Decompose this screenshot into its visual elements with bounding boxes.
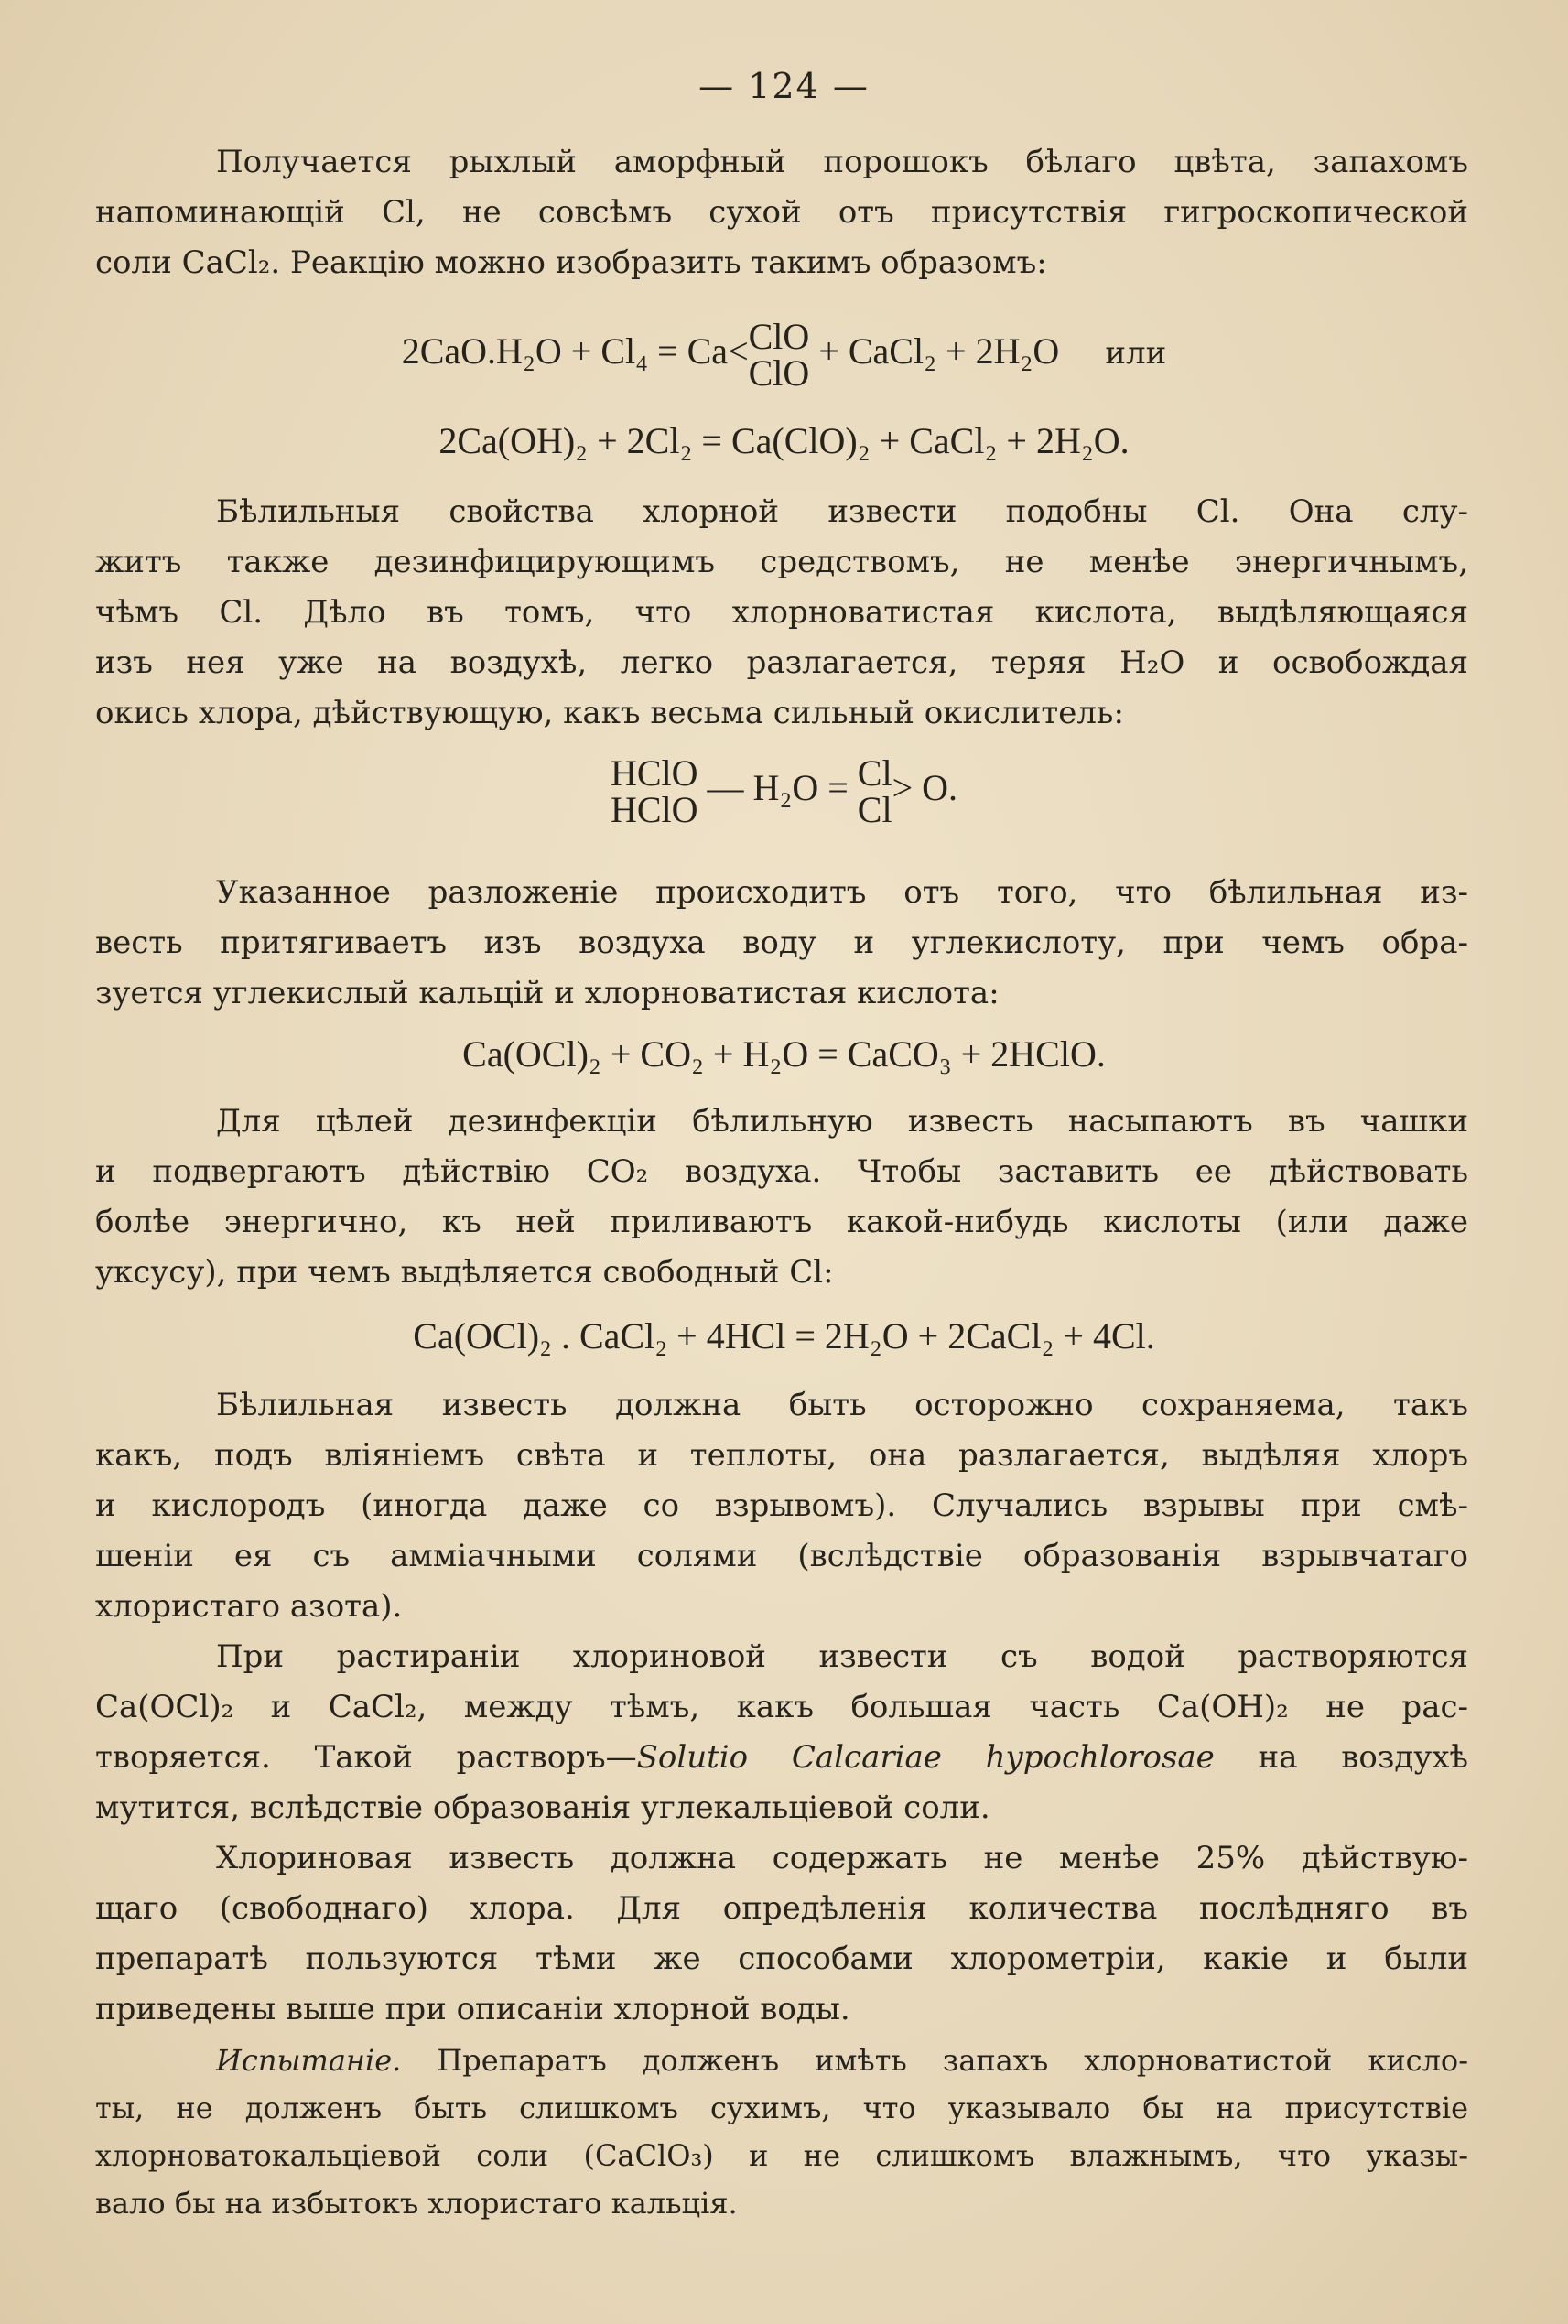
- text-line: хлористаго азота).: [95, 1588, 403, 1625]
- text-line: напоминающій Cl, не совсѣмъ сухой отъ присутствія гигроскопической: [95, 194, 1468, 231]
- text-line: препаратѣ пользуются тѣми же способами хлорометріи, какіе и были: [95, 1940, 1468, 1977]
- text-line: мутится, вслѣдствіе образованія углекальціевой соли.: [95, 1789, 990, 1826]
- text-line: [95, 2037, 1468, 2084]
- formula-3: [0, 752, 1568, 830]
- section-label: Испытаніе.: [216, 2043, 402, 2078]
- formula-stack-top: HClO: [610, 752, 698, 794]
- text-line: зуется углекислый кальцій и хлорноватистая кислота:: [95, 975, 1000, 1011]
- text-line: хлорноватокальціевой соли (CaClO₃) и не слишкомъ влажнымъ, что указы-: [95, 2138, 1468, 2173]
- text-line: соли CaCl₂. Реакцію можно изобразить такимъ образомъ:: [95, 244, 1047, 281]
- text-line: Бѣлильная известь должна быть осторожно сохраняема, такъ: [216, 1387, 1468, 1423]
- formula-stack-bottom: Cl: [857, 789, 892, 830]
- text-line: Хлориновая известь должна содержать не менѣе 25% дѣйствую-: [216, 1840, 1468, 1876]
- formula-stack-bottom: HClO: [610, 789, 698, 830]
- text-line: Бѣлильныя свойства хлорной извести подобны Cl. Она слу-: [216, 493, 1468, 530]
- less-than-sign: <: [728, 330, 749, 373]
- text-line: окись хлора, дѣйствующую, какъ весьма сильный окислитель:: [95, 695, 1124, 731]
- text-line: ты, не долженъ быть слишкомъ сухимъ, что указывало бы на присутствіе: [95, 2091, 1468, 2125]
- text-line: и подвергаютъ дѣйствію CO₂ воздуха. Чтобы заставить ее дѣйствовать: [95, 1153, 1468, 1190]
- text-line: житъ также дезинфицирующимъ средствомъ, не менѣе энергичнымъ,: [95, 544, 1468, 580]
- text-line: какъ, подъ вліяніемъ свѣта и теплоты, она разлагается, выдѣляя хлоръ: [95, 1437, 1468, 1474]
- formula-part: + CaCl₂ + 2H₂O: [818, 330, 1060, 373]
- formula-stack: [748, 316, 810, 394]
- formula-part: 2CaO.H₂O + Cl₄ = Ca: [401, 330, 729, 373]
- text-line: Ca(OCl)₂ и CaCl₂, между тѣмъ, какъ большая часть Ca(OH)₂ не рас-: [95, 1689, 1468, 1725]
- formula-5: Ca(OCl)₂ . CaCl₂ + 4HCl = 2H₂O + 2CaCl₂ + 4Cl.: [413, 1315, 1155, 1357]
- text-line: Для цѣлей дезинфекціи бѣлильную известь насыпаютъ въ чашки: [216, 1103, 1468, 1140]
- text-line: щаго (свободнаго) хлора. Для опредѣленія количества послѣдняго въ: [95, 1890, 1468, 1927]
- text-line: весть притягиваетъ изъ воздуха воду и углекислоту, при чемъ обра-: [95, 924, 1468, 961]
- text-line: чѣмъ Cl. Дѣло въ томъ, что хлорноватистая кислота, выдѣляющаяся: [95, 594, 1468, 631]
- paragraph-7: [95, 1833, 1468, 2035]
- formula-stack-top: ClO: [748, 316, 810, 357]
- text-line: При растираніи хлориновой извести съ водой растворяются: [216, 1638, 1468, 1675]
- text-line: Получается рыхлый аморфный порошокъ бѣлаго цвѣта, запахомъ: [216, 144, 1468, 180]
- formula-part: > O.: [892, 767, 958, 809]
- text-line: болѣе энергично, къ ней приливаютъ какой-нибудь кислоты (или даже: [95, 1204, 1468, 1240]
- formula-stack-top: Cl: [857, 752, 892, 794]
- paragraph-4: [95, 1097, 1468, 1298]
- formula-4: Ca(OCl)₂ + CO₂ + H₂O = CaCO₃ + 2HClO.: [462, 1033, 1106, 1075]
- formula-1: [0, 316, 1568, 394]
- text-line: приведены выше при описаніи хлорной воды.: [95, 1991, 850, 2027]
- text-line: шеніи ея съ аммiачными солями (вслѣдствіе образованія взрывчатаго: [95, 1538, 1468, 1574]
- paragraph-5: [95, 1380, 1468, 1632]
- text-line: Указанное разложеніе происходитъ отъ того, что бѣлильная из-: [216, 874, 1468, 911]
- paragraph-3: [95, 868, 1468, 1019]
- paragraph-1: [95, 137, 1468, 288]
- latin-term: Solutio Calcariae hypochlorosae: [636, 1739, 1215, 1776]
- formula-stack-bottom: ClO: [748, 352, 810, 394]
- paragraph-8-testing: [95, 2037, 1468, 2227]
- text-segment: творяется. Такой растворъ—: [95, 1739, 637, 1776]
- text-segment: Препаратъ долженъ имѣть запахъ хлорноватистой кисло-: [401, 2043, 1468, 2078]
- page-number: — 124 —: [698, 66, 870, 106]
- formula-conjunction: или: [1105, 335, 1167, 373]
- formula-stack: [857, 752, 892, 830]
- text-line: [95, 1733, 1468, 1783]
- paragraph-2: [95, 487, 1468, 739]
- text-line: изъ нея уже на воздухѣ, легко разлагается, теряя H₂O и освобождая: [95, 644, 1468, 681]
- formula-part: — H₂O =: [707, 767, 849, 809]
- paragraph-6: [95, 1632, 1468, 1833]
- text-line: уксусу), при чемъ выдѣляется свободный Cl:: [95, 1254, 834, 1291]
- formula-stack: [610, 752, 698, 830]
- text-line: вало бы на избытокъ хлористаго кальція.: [95, 2186, 738, 2221]
- text-line: и кислородъ (иногда даже со взрывомъ). Случались взрывы при смѣ-: [95, 1487, 1468, 1524]
- text-segment: на воздухѣ: [1214, 1739, 1468, 1776]
- formula-2: 2Ca(OH)₂ + 2Cl₂ = Ca(ClO)₂ + CaCl₂ + 2H₂O.: [438, 420, 1130, 461]
